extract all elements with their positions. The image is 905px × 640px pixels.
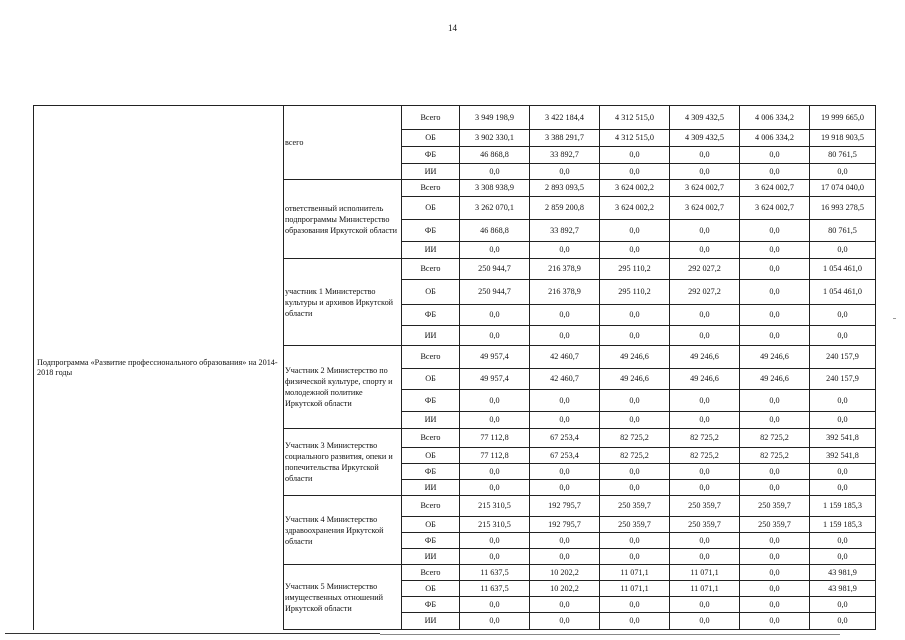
year-value-cell: 250 359,7: [740, 517, 810, 533]
total-value-cell: 19 999 665,0: [810, 106, 876, 130]
year-value-cell: 0,0: [600, 549, 670, 565]
funding-source-cell: ОБ: [402, 280, 460, 305]
year-value-cell: 250 359,7: [740, 496, 810, 517]
year-value-cell: 0,0: [740, 613, 810, 630]
year-value-cell: 0,0: [670, 390, 740, 412]
total-value-cell: 0,0: [810, 549, 876, 565]
participant-label: участник 1 Министерство культуры и архивов Иркутской области: [285, 286, 394, 318]
year-value-cell: 192 795,7: [530, 517, 600, 533]
year-value-cell: 82 725,2: [600, 448, 670, 464]
participant-cell: [284, 429, 402, 496]
total-value-cell: 0,0: [810, 597, 876, 613]
year-value-cell: 0,0: [530, 480, 600, 496]
total-value-cell: 19 918 903,5: [810, 130, 876, 147]
year-value-cell: 0,0: [740, 597, 810, 613]
year-value-cell: 0,0: [460, 412, 530, 429]
funding-source-cell: ФБ: [402, 305, 460, 326]
year-value-cell: 0,0: [600, 533, 670, 549]
bottom-rule: [5, 633, 380, 634]
year-value-cell: 0,0: [600, 220, 670, 242]
year-value-cell: 10 202,2: [530, 565, 600, 581]
year-value-cell: 0,0: [740, 326, 810, 346]
year-value-cell: 292 027,2: [670, 259, 740, 280]
year-value-cell: 3 624 002,7: [740, 180, 810, 197]
year-value-cell: 0,0: [530, 412, 600, 429]
funding-source-cell: ОБ: [402, 517, 460, 533]
year-value-cell: 0,0: [530, 390, 600, 412]
funding-source-cell: ОБ: [402, 448, 460, 464]
funding-source-cell: ОБ: [402, 197, 460, 220]
year-value-cell: 0,0: [600, 480, 670, 496]
total-value-cell: 0,0: [810, 390, 876, 412]
year-value-cell: 0,0: [670, 305, 740, 326]
year-value-cell: 3 422 184,4: [530, 106, 600, 130]
funding-source-cell: Всего: [402, 180, 460, 197]
total-value-cell: 1 054 461,0: [810, 280, 876, 305]
year-value-cell: 0,0: [670, 220, 740, 242]
year-value-cell: 0,0: [740, 242, 810, 259]
year-value-cell: 0,0: [740, 259, 810, 280]
year-value-cell: 49 246,6: [670, 346, 740, 369]
funding-source-cell: ИИ: [402, 480, 460, 496]
year-value-cell: 0,0: [530, 464, 600, 480]
total-value-cell: 392 541,8: [810, 429, 876, 448]
year-value-cell: 0,0: [600, 464, 670, 480]
year-value-cell: 0,0: [460, 164, 530, 180]
year-value-cell: 4 312 515,0: [600, 106, 670, 130]
year-value-cell: 0,0: [740, 533, 810, 549]
year-value-cell: 11 071,1: [600, 565, 670, 581]
year-value-cell: 3 624 002,7: [740, 197, 810, 220]
total-value-cell: 80 761,5: [810, 147, 876, 164]
year-value-cell: 216 378,9: [530, 280, 600, 305]
year-value-cell: 0,0: [460, 464, 530, 480]
year-value-cell: 215 310,5: [460, 517, 530, 533]
year-value-cell: 292 027,2: [670, 280, 740, 305]
table-row: [34, 106, 876, 130]
year-value-cell: 10 202,2: [530, 581, 600, 597]
total-value-cell: 0,0: [810, 326, 876, 346]
year-value-cell: 4 312 515,0: [600, 130, 670, 147]
program-title-cell: [34, 106, 284, 630]
year-value-cell: 82 725,2: [670, 448, 740, 464]
year-value-cell: 0,0: [740, 581, 810, 597]
year-value-cell: 0,0: [600, 242, 670, 259]
year-value-cell: 0,0: [670, 147, 740, 164]
year-value-cell: 250 359,7: [670, 517, 740, 533]
year-value-cell: 82 725,2: [740, 448, 810, 464]
participant-cell: [284, 496, 402, 565]
year-value-cell: 11 071,1: [670, 581, 740, 597]
year-value-cell: 0,0: [460, 549, 530, 565]
year-value-cell: 2 893 093,5: [530, 180, 600, 197]
year-value-cell: 0,0: [460, 305, 530, 326]
year-value-cell: 250 944,7: [460, 259, 530, 280]
year-value-cell: 67 253,4: [530, 429, 600, 448]
year-value-cell: 0,0: [530, 613, 600, 630]
funding-source-cell: ФБ: [402, 597, 460, 613]
year-value-cell: 0,0: [670, 480, 740, 496]
participant-cell: [284, 565, 402, 630]
year-value-cell: 0,0: [670, 533, 740, 549]
year-value-cell: 33 892,7: [530, 147, 600, 164]
funding-source-cell: ОБ: [402, 581, 460, 597]
year-value-cell: 0,0: [740, 565, 810, 581]
participant-cell: [284, 346, 402, 429]
year-value-cell: 49 246,6: [670, 369, 740, 390]
funding-source-cell: ИИ: [402, 412, 460, 429]
year-value-cell: 0,0: [530, 549, 600, 565]
year-value-cell: 3 902 330,1: [460, 130, 530, 147]
funding-source-cell: ФБ: [402, 147, 460, 164]
year-value-cell: 82 725,2: [740, 429, 810, 448]
funding-source-cell: Всего: [402, 259, 460, 280]
year-value-cell: 0,0: [600, 412, 670, 429]
participant-cell: [284, 259, 402, 346]
year-value-cell: 0,0: [530, 305, 600, 326]
year-value-cell: 49 246,6: [740, 369, 810, 390]
funding-source-cell: Всего: [402, 106, 460, 130]
total-value-cell: 17 074 040,0: [810, 180, 876, 197]
year-value-cell: 0,0: [670, 412, 740, 429]
year-value-cell: 46 868,8: [460, 147, 530, 164]
year-value-cell: 192 795,7: [530, 496, 600, 517]
participant-cell: [284, 180, 402, 259]
year-value-cell: 49 246,6: [740, 346, 810, 369]
year-value-cell: 0,0: [600, 147, 670, 164]
year-value-cell: 4 006 334,2: [740, 106, 810, 130]
year-value-cell: 0,0: [530, 164, 600, 180]
year-value-cell: 0,0: [740, 164, 810, 180]
bottom-rule-faint: [380, 634, 840, 635]
year-value-cell: 0,0: [740, 464, 810, 480]
funding-source-cell: ИИ: [402, 242, 460, 259]
year-value-cell: 0,0: [740, 412, 810, 429]
year-value-cell: 4 309 432,5: [670, 106, 740, 130]
year-value-cell: 11 071,1: [600, 581, 670, 597]
year-value-cell: 0,0: [670, 549, 740, 565]
funding-source-cell: ИИ: [402, 549, 460, 565]
year-value-cell: 0,0: [740, 220, 810, 242]
participant-label: Участник 3 Министерство социального развития, опеки и попечительства Иркутской области: [285, 441, 393, 483]
total-value-cell: 43 981,9: [810, 581, 876, 597]
funding-source-cell: Всего: [402, 346, 460, 369]
year-value-cell: 215 310,5: [460, 496, 530, 517]
funding-source-cell: ФБ: [402, 533, 460, 549]
funding-source-cell: ФБ: [402, 464, 460, 480]
scan-mark: [893, 318, 896, 319]
year-value-cell: 0,0: [460, 533, 530, 549]
year-value-cell: 0,0: [670, 242, 740, 259]
year-value-cell: 11 637,5: [460, 581, 530, 597]
total-value-cell: 0,0: [810, 412, 876, 429]
funding-source-cell: ОБ: [402, 130, 460, 147]
funding-source-cell: ИИ: [402, 326, 460, 346]
year-value-cell: 49 957,4: [460, 369, 530, 390]
total-value-cell: 80 761,5: [810, 220, 876, 242]
year-value-cell: 3 388 291,7: [530, 130, 600, 147]
funding-source-cell: ИИ: [402, 164, 460, 180]
year-value-cell: 295 110,2: [600, 280, 670, 305]
year-value-cell: 0,0: [600, 390, 670, 412]
year-value-cell: 0,0: [600, 597, 670, 613]
year-value-cell: 250 359,7: [600, 517, 670, 533]
year-value-cell: 0,0: [460, 480, 530, 496]
year-value-cell: 77 112,8: [460, 429, 530, 448]
total-value-cell: 0,0: [810, 242, 876, 259]
total-value-cell: 0,0: [810, 305, 876, 326]
year-value-cell: 11 637,5: [460, 565, 530, 581]
year-value-cell: 49 246,6: [600, 369, 670, 390]
year-value-cell: 77 112,8: [460, 448, 530, 464]
participant-cell: [284, 106, 402, 180]
total-value-cell: 0,0: [810, 464, 876, 480]
funding-source-cell: ИИ: [402, 613, 460, 630]
year-value-cell: 0,0: [740, 480, 810, 496]
year-value-cell: 295 110,2: [600, 259, 670, 280]
year-value-cell: 2 859 200,8: [530, 197, 600, 220]
total-value-cell: 1 159 185,3: [810, 496, 876, 517]
year-value-cell: 0,0: [670, 597, 740, 613]
year-value-cell: 0,0: [740, 549, 810, 565]
participant-label: ответственный исполнитель подпрограммы Министерство образования Иркутской области: [285, 203, 397, 235]
year-value-cell: 3 624 002,7: [670, 197, 740, 220]
page-number: 14: [448, 23, 457, 33]
year-value-cell: 0,0: [530, 242, 600, 259]
year-value-cell: 0,0: [740, 147, 810, 164]
year-value-cell: 0,0: [530, 597, 600, 613]
year-value-cell: 0,0: [460, 613, 530, 630]
total-value-cell: 16 993 278,5: [810, 197, 876, 220]
year-value-cell: 82 725,2: [600, 429, 670, 448]
funding-source-cell: ФБ: [402, 220, 460, 242]
year-value-cell: 0,0: [600, 305, 670, 326]
year-value-cell: 33 892,7: [530, 220, 600, 242]
year-value-cell: 0,0: [600, 326, 670, 346]
total-value-cell: 0,0: [810, 613, 876, 630]
funding-source-cell: Всего: [402, 565, 460, 581]
year-value-cell: 42 460,7: [530, 369, 600, 390]
year-value-cell: 0,0: [530, 533, 600, 549]
year-value-cell: 49 957,4: [460, 346, 530, 369]
year-value-cell: 0,0: [670, 464, 740, 480]
year-value-cell: 3 949 198,9: [460, 106, 530, 130]
year-value-cell: 0,0: [460, 390, 530, 412]
year-value-cell: 0,0: [740, 280, 810, 305]
year-value-cell: 0,0: [670, 164, 740, 180]
year-value-cell: 0,0: [460, 326, 530, 346]
year-value-cell: 216 378,9: [530, 259, 600, 280]
participant-label: Участник 2 Министерство по физической культуре, спорту и молодежной политике Иркутской области: [285, 366, 393, 408]
total-value-cell: 240 157,9: [810, 369, 876, 390]
year-value-cell: 0,0: [530, 326, 600, 346]
total-value-cell: 392 541,8: [810, 448, 876, 464]
funding-source-cell: Всего: [402, 496, 460, 517]
year-value-cell: 0,0: [670, 326, 740, 346]
year-value-cell: 4 309 432,5: [670, 130, 740, 147]
year-value-cell: 46 868,8: [460, 220, 530, 242]
year-value-cell: 250 944,7: [460, 280, 530, 305]
year-value-cell: 3 308 938,9: [460, 180, 530, 197]
funding-source-cell: Всего: [402, 429, 460, 448]
participant-label: всего: [285, 138, 304, 147]
total-value-cell: 0,0: [810, 533, 876, 549]
year-value-cell: 3 262 070,1: [460, 197, 530, 220]
year-value-cell: 0,0: [740, 305, 810, 326]
funding-source-cell: ОБ: [402, 369, 460, 390]
year-value-cell: 250 359,7: [670, 496, 740, 517]
year-value-cell: 0,0: [600, 613, 670, 630]
year-value-cell: 0,0: [460, 242, 530, 259]
total-value-cell: 43 981,9: [810, 565, 876, 581]
budget-table: [33, 105, 876, 630]
total-value-cell: 1 054 461,0: [810, 259, 876, 280]
year-value-cell: 250 359,7: [600, 496, 670, 517]
year-value-cell: 0,0: [600, 164, 670, 180]
year-value-cell: 0,0: [740, 390, 810, 412]
year-value-cell: 67 253,4: [530, 448, 600, 464]
year-value-cell: 49 246,6: [600, 346, 670, 369]
year-value-cell: 3 624 002,2: [600, 180, 670, 197]
year-value-cell: 0,0: [670, 613, 740, 630]
program-title: Подпрограмма «Развитие профессионального образования» на 2014-2018 годы: [37, 357, 278, 377]
participant-label: Участник 4 Министерство здравоохранения Иркутской области: [285, 514, 384, 546]
year-value-cell: 11 071,1: [670, 565, 740, 581]
year-value-cell: 0,0: [460, 597, 530, 613]
year-value-cell: 82 725,2: [670, 429, 740, 448]
total-value-cell: 0,0: [810, 480, 876, 496]
funding-source-cell: ФБ: [402, 390, 460, 412]
year-value-cell: 42 460,7: [530, 346, 600, 369]
participant-label: Участник 5 Министерство имущественных отношений Иркутской области: [285, 581, 383, 613]
year-value-cell: 4 006 334,2: [740, 130, 810, 147]
year-value-cell: 3 624 002,2: [600, 197, 670, 220]
year-value-cell: 3 624 002,7: [670, 180, 740, 197]
total-value-cell: 1 159 185,3: [810, 517, 876, 533]
total-value-cell: 0,0: [810, 164, 876, 180]
total-value-cell: 240 157,9: [810, 346, 876, 369]
